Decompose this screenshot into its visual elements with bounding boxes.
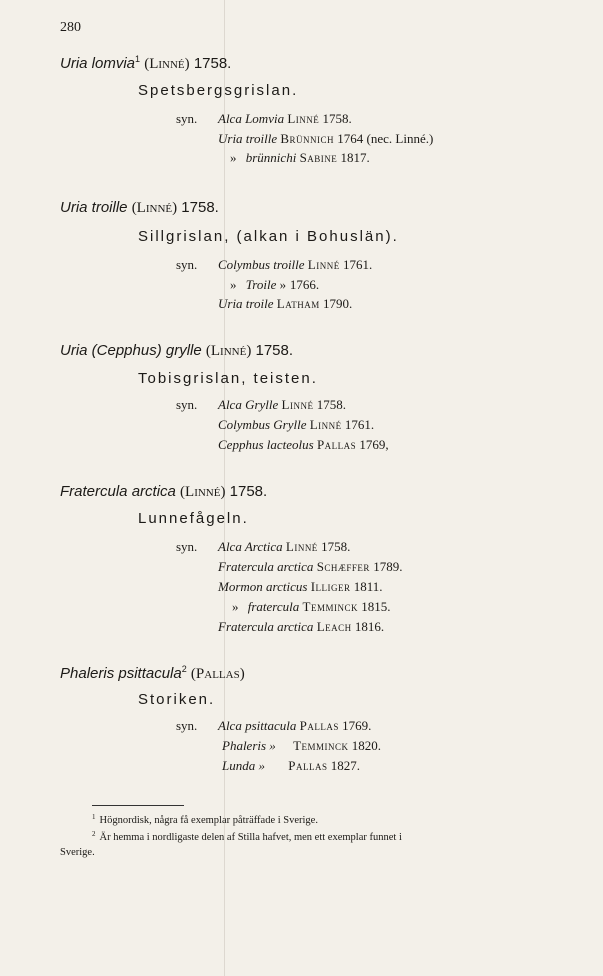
common-name: Lunnefågeln. [138, 510, 249, 527]
synonym-line: Uria troile Latham 1790. [218, 296, 353, 311]
syn-label: syn. [176, 539, 198, 554]
species-heading: Fratercula arctica (Linné) 1758. [60, 483, 268, 500]
synonym-line: » Troile » 1766. [230, 277, 320, 292]
page-number: 280 [60, 20, 81, 35]
synonym-line: Fratercula arctica Leach 1816. [218, 619, 385, 634]
footnote: $^2$ Är hemma i nordligaste delen af Stilla hafvet, men ett exemplar funnet i [92, 830, 402, 843]
common-name: Spetsbergsgrislan. [138, 82, 299, 99]
species-heading: Uria (Cepphus) grylle (Linné) 1758. [60, 342, 294, 359]
syn-label: syn. [176, 111, 198, 126]
common-name: Tobisgrislan, teisten. [138, 370, 318, 387]
synonym-line: Alca psittacula Pallas 1769. [218, 718, 372, 733]
synonym-line: Alca Grylle Linné 1758. [218, 397, 346, 412]
species-heading: Uria lomvia$^1$ (Linné) 1758. [60, 54, 232, 72]
footnote-continuation: Sverige. [60, 847, 95, 858]
synonym-line: Colymbus troille Linné 1761. [218, 257, 373, 272]
syn-label: syn. [176, 257, 198, 272]
synonym-line: Colymbus Grylle Linné 1761. [218, 417, 375, 432]
syn-label: syn. [176, 718, 198, 733]
footnote: $^1$ Högnordisk, några få exemplar påträffade i Sverige. [92, 813, 318, 826]
synonym-line: Mormon arcticus Illiger 1811. [218, 579, 383, 594]
synonym-line: » fratercula Temminck 1815. [232, 599, 391, 614]
footnote-divider [92, 805, 184, 806]
species-heading: Uria troille (Linné) 1758. [60, 199, 219, 216]
species-heading: Phaleris psittacula$^2$ (Pallas) [60, 664, 245, 682]
common-name: Storiken. [138, 691, 216, 708]
synonym-line: » brünnichi Sabine 1817. [230, 150, 370, 165]
synonym-line: Fratercula arctica Schæffer 1789. [218, 559, 403, 574]
synonym-line: Lunda » Pallas 1827. [222, 758, 360, 773]
synonym-line: Phaleris » Temminck 1820. [222, 738, 382, 753]
synonym-line: Alca Arctica Linné 1758. [218, 539, 351, 554]
common-name: Sillgrislan, (alkan i Bohuslän). [138, 228, 399, 245]
syn-label: syn. [176, 397, 198, 412]
synonym-line: Cepphus lacteolus Pallas 1769, [218, 437, 389, 452]
synonym-line: Uria troille Brünnich 1764 (nec. Linné.) [218, 131, 434, 146]
synonym-line: Alca Lomvia Linné 1758. [218, 111, 352, 126]
